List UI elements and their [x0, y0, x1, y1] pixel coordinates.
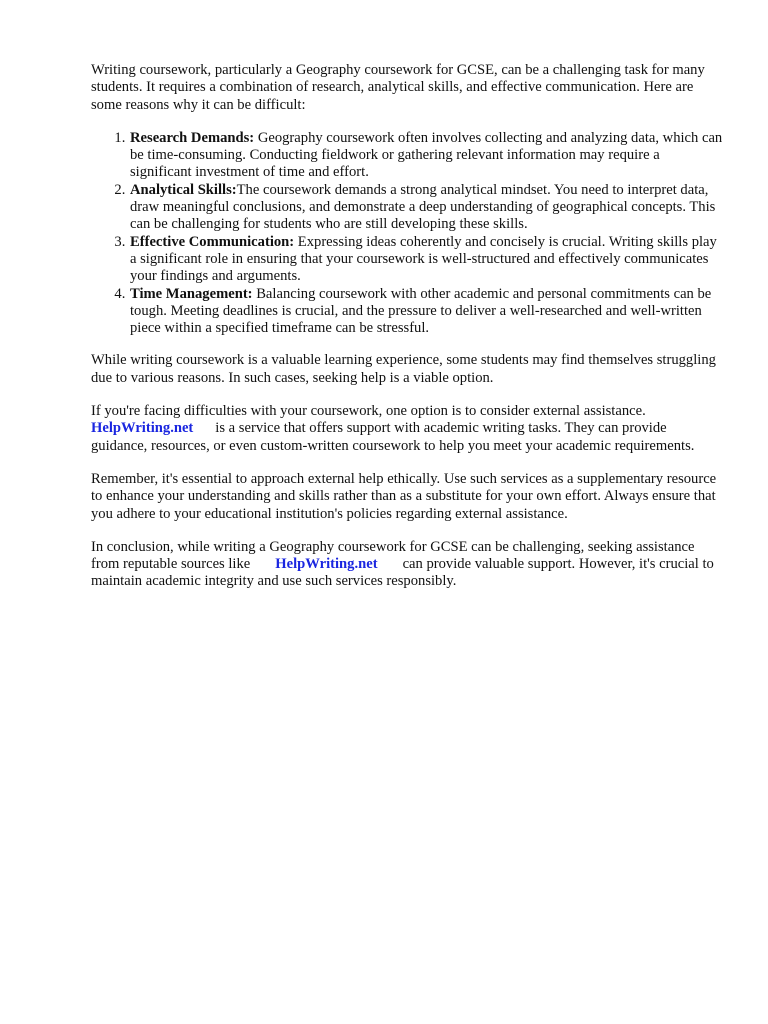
reason-text: Balancing coursework with other academic and personal commitments can be tough. Meeting deadlines is crucial, and the pressure to deliver a well-researched and well-written piece within a specified timeframe can be stressful.	[130, 285, 712, 337]
helpwriting-link[interactable]: HelpWriting.net	[275, 556, 378, 573]
reason-text: Geography coursework often involves collecting and analyzing data, which can be time-consuming. Conducting fieldwork or gathering relevant information may require a significant investment of time and effort.	[130, 129, 723, 181]
assistance-paragraph	[91, 403, 723, 455]
document-page	[91, 62, 723, 607]
reason-text: The coursework demands a strong analytical mindset. You need to interpret data, draw meaningful conclusions, and demonstrate a deep understanding of geographical concepts. This can be challenging for students who are still developing these skills.	[130, 181, 716, 233]
list-item-communication	[129, 234, 723, 286]
reasons-list	[91, 130, 723, 338]
list-item-research	[129, 130, 723, 182]
list-item-time-management	[129, 286, 723, 338]
assistance-text-after: is a service that offers support with academic writing tasks. They can provide guidance, resources, or even custom-written coursework to help you meet your academic requirements.	[91, 420, 695, 454]
conclusion-paragraph	[91, 539, 723, 591]
reason-term: Analytical Skills:	[130, 181, 237, 198]
struggle-paragraph: While writing coursework is a valuable learning experience, some students may find themselves struggling due to various reasons. In such cases, seeking help is a viable option.	[91, 352, 716, 386]
conclusion-text-before: In conclusion, while writing a Geography coursework for GCSE can be challenging, seeking assistance from reputable sources like	[91, 538, 695, 573]
intro-paragraph: Writing coursework, particularly a Geography coursework for GCSE, can be a challenging task for many students. It requires a combination of research, analytical skills, and effective communication. Here are some reasons why it can be difficult:	[91, 62, 705, 113]
reason-term: Effective Communication:	[130, 233, 295, 250]
reason-term: Time Management:	[130, 285, 253, 302]
assistance-text-before: If you're facing difficulties with your coursework, one option is to consider external assistance.	[91, 403, 646, 420]
ethics-paragraph: Remember, it's essential to approach external help ethically. Use such services as a supplementary resource to enhance your understanding and skills rather than as a substitute for your own effort. Always ensure that you adhere to your educational institution's policies regarding external assistance.	[91, 470, 717, 522]
helpwriting-link[interactable]: HelpWriting.net	[91, 420, 194, 437]
reason-text: Expressing ideas coherently and concisely is crucial. Writing skills play a significant role in ensuring that your coursework is well-structured and effectively communicates your findings and arguments.	[130, 233, 717, 285]
list-item-analytical	[129, 182, 723, 234]
reason-term: Research Demands:	[130, 129, 255, 146]
conclusion-text-after: can provide valuable support. However, it's crucial to maintain academic integrity and use such services responsibly.	[91, 556, 714, 590]
